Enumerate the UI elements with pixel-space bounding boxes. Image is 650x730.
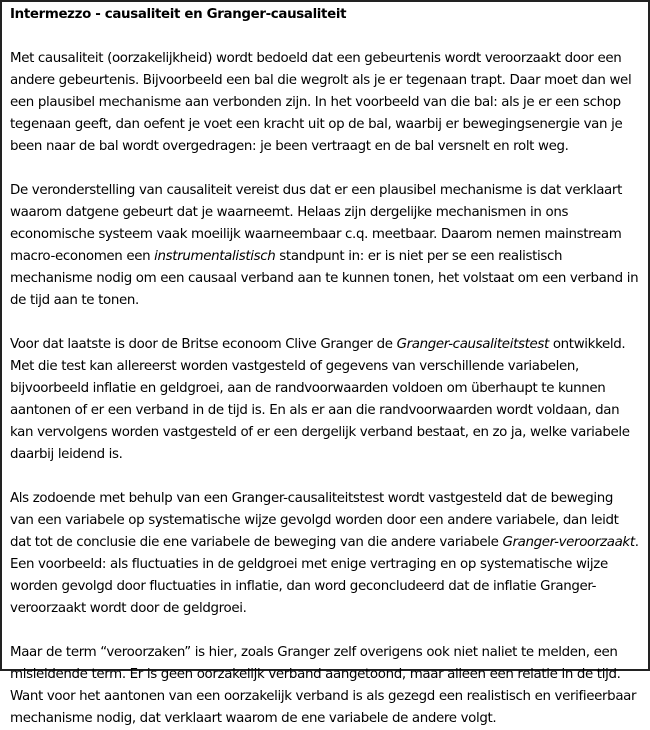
paragraph-instrumentalism: [10, 180, 640, 312]
paragraph-text: De veronderstelling van causaliteit vereist dus dat er een plausibel mechanisme is dat verklaart waarom datgene gebeurt dat je waarneemt. Helaas zijn dergelijke mechanismen in ons economische systeem vaak moeilijk waarneembaar c.q. meetbaar. Daarom nemen mainstream macro-economen een: [10, 183, 622, 264]
document-title: Intermezzo - causaliteit en Granger-causaliteit: [10, 7, 347, 22]
paragraph-text: Maar de term “veroorzaken” is hier, zoals Granger zelf overigens ook niet naliet te melden, een misleidende term. Er is geen oorzakelijk verband aangetoond, maar alleen een relatie in de tijd. Want voor het aantonen van een oorzakelijk verband is als gezegd een realistisch en verifieerbaar mechanisme nodig, dat verklaart waarom de ene variabele de andere volgt.: [10, 645, 637, 726]
paragraph-text: . Een voorbeeld: als fluctuaties in de geldgroei met enige vertraging en op systematische wijze worden gevolgd door fluctuaties in inflatie, dan word geconcludeerd dat de inflatie Granger-veroorzaakt wordt door de geldgroei.: [10, 535, 639, 616]
paragraph-text: Voor dat laatste is door de Britse econoom Clive Granger de: [10, 337, 397, 352]
paragraph-causality: [10, 48, 640, 158]
paragraph-granger-test: [10, 334, 640, 466]
paragraph-misleading-term: [10, 642, 640, 730]
emphasis-granger-causaliteitstest: Granger-causaliteitstest: [396, 337, 549, 352]
emphasis-granger-veroorzaakt: Granger-veroorzaakt: [502, 535, 635, 550]
paragraph-text: ontwikkeld. Met die test kan allereerst worden vastgesteld of gegevens van verschillende variabelen, bijvoorbeeld inflatie en geldgroei, aan de randvoorwaarden voldoen om überhaupt te kunnen aantonen of er een verband in de tijd is. En als er aan die randvoorwaarden wordt voldaan, dan kan vervolgens worden vastgesteld of er een dergelijk verband bestaat, en zo ja, welke variabele daarbij leidend is.: [10, 337, 630, 462]
paragraph-text: Als zodoende met behulp van een Granger-causaliteitstest wordt vastgesteld dat de beweging van een variabele op systematische wijze gevolgd worden door een andere variabele, dan leidt dat tot de conclusie die ene variabele de beweging van die andere variabele: [10, 491, 619, 550]
document-body: [2, 2, 648, 730]
emphasis-instrumentalistisch: instrumentalistisch: [154, 249, 276, 264]
paragraph-text: standpunt in: er is niet per se een realistisch mechanisme nodig om een causaal verband aan te kunnen tonen, het volstaat om een verband in de tijd aan te tonen.: [10, 249, 639, 308]
paragraph-text: Met causaliteit (oorzakelijkheid) wordt bedoeld dat een gebeurtenis wordt veroorzaakt door een andere gebeurtenis. Bijvoorbeeld een bal die wegrolt als je er tegenaan trapt. Daar moet dan wel een plausibel mechanisme aan verbonden zijn. In het voorbeeld van die bal: als je er een schop tegenaan geeft, dan oefent je voet een kracht uit op de bal, waarbij er bewegingsenergie van je been naar de bal wordt overgedragen: je been vertraagt en de bal versnelt en rolt weg.: [10, 51, 632, 154]
paragraph-granger-cause: [10, 488, 640, 620]
